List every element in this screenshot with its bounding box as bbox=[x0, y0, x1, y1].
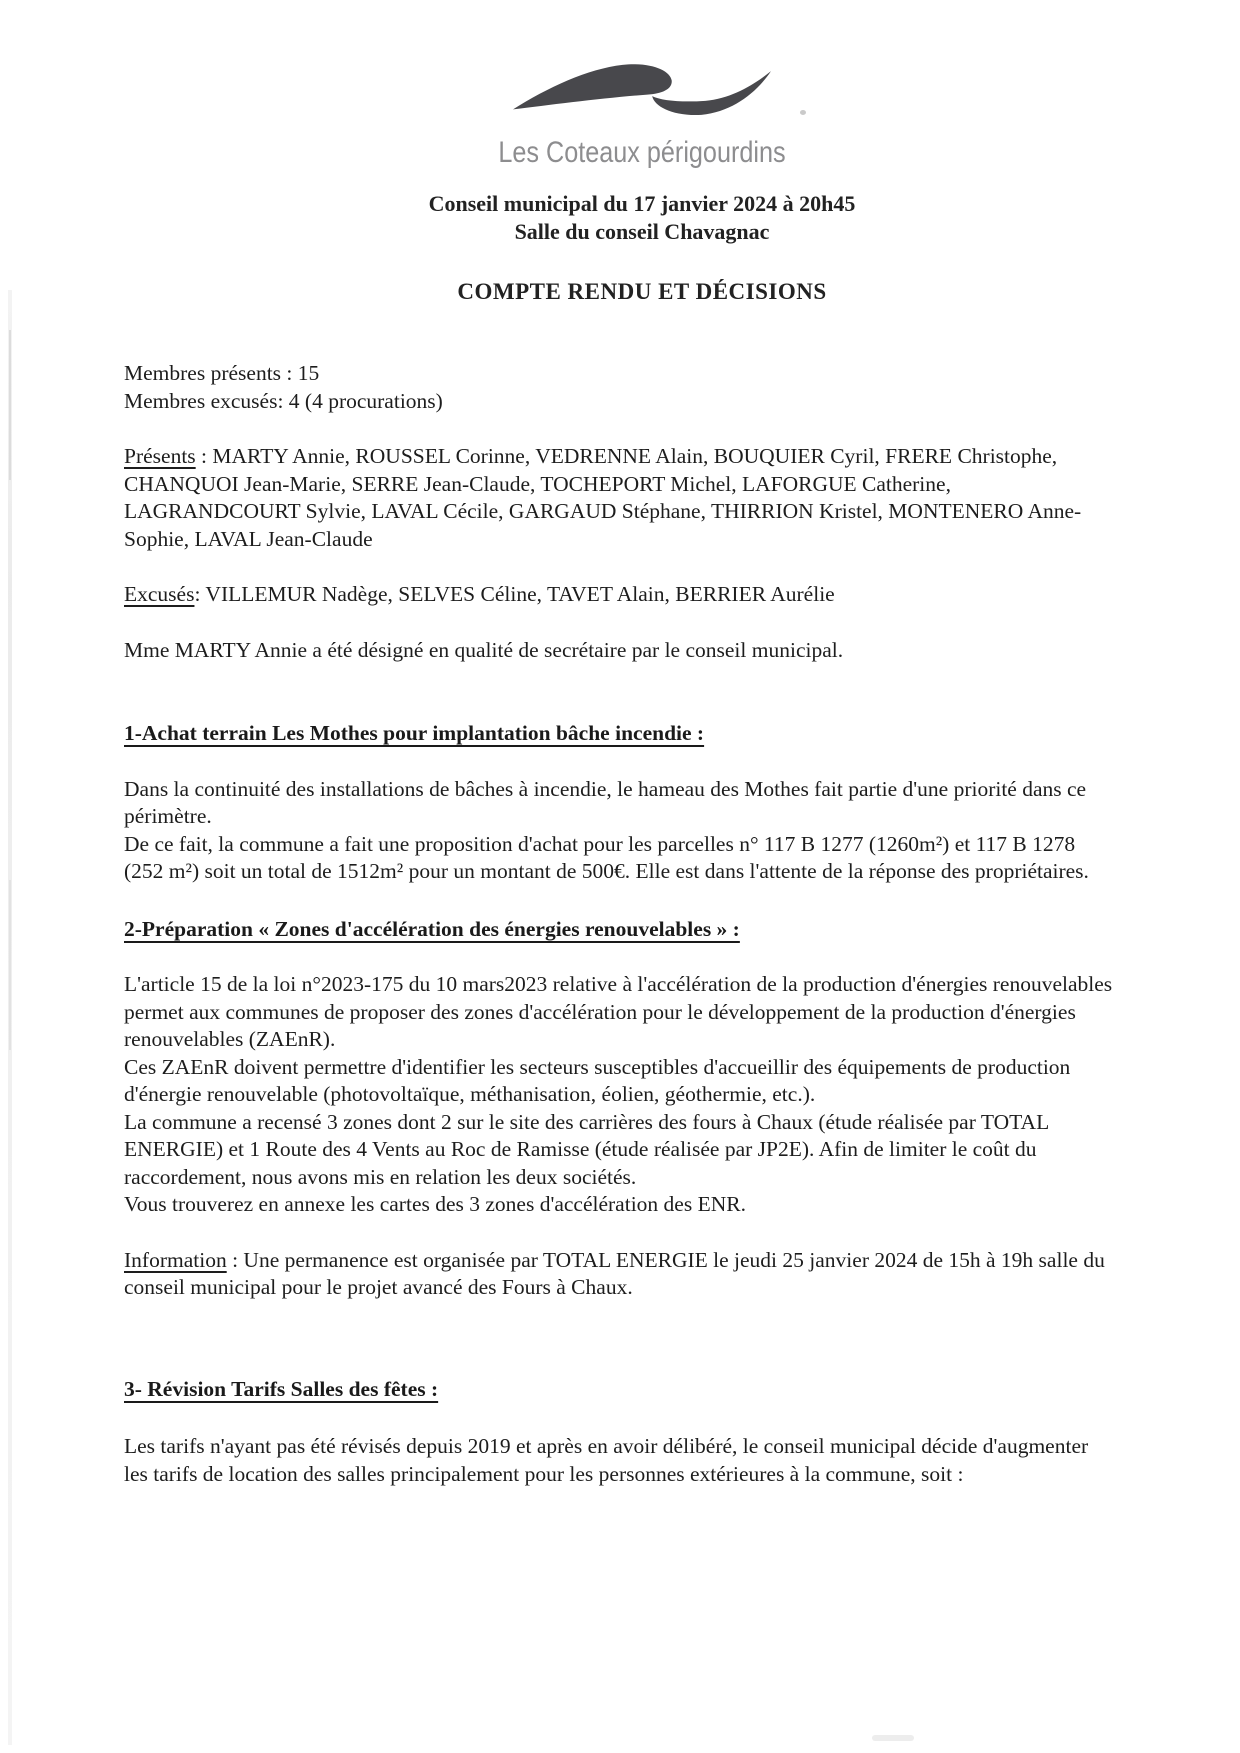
section-3-paragraph: Les tarifs n'ayant pas été révisés depuis 2019 et après en avoir délibéré, le conseil municipal décide d'augmenter les tarifs de location des salles principalement pour les personnes extérieures à la commune, soit : bbox=[124, 1434, 1089, 1486]
excused-names: : VILLEMUR Nadège, SELVES Céline, TAVET Alain, BERRIER Aurélie bbox=[194, 582, 835, 606]
section-2-paragraph: La commune a recensé 3 zones dont 2 sur le site des carrières des fours à Chaux (étude réalisée par TOTAL ENERGIE) et 1 Route des 4 Vents au Roc de Ramisse (étude réalisée par JP2E). Afin de limiter le coût du raccordement, nous avons mis en relation les deux sociétés. bbox=[124, 1109, 1049, 1189]
present-names: : MARTY Annie, ROUSSEL Corinne, VEDRENNE Alain, BOUQUIER Cyril, FRERE Christophe, CHANQUOI Jean-Marie, SERRE Jean-Claude, TOCHEPORT Michel, LAFORGUE Catherine, LAGRANDCOURT Sylvie, LAVAL Cécile, GARGAUD Stéphane, THIRRION Kristel, MONTENERO Anne-Sophie, LAVAL Jean-Claude bbox=[124, 444, 1082, 551]
members-present-count: Membres présents : 15 bbox=[124, 361, 320, 385]
present-label: Présents bbox=[124, 444, 196, 468]
scan-artifact-streak bbox=[9, 880, 11, 1050]
excused-label: Excusés bbox=[124, 582, 195, 606]
secretary-note: Mme MARTY Annie a été désigné en qualité de secrétaire par le conseil municipal. bbox=[124, 637, 844, 662]
section-2-paragraph: Vous trouverez en annexe les cartes des 3 zones d'accélération des ENR. bbox=[124, 1192, 746, 1216]
section-2-paragraph: Ces ZAEnR doivent permettre d'identifier les secteurs susceptibles d'accueillir des équipements de production d'énergie renouvelable (photovoltaïque, méthanisation, éolien, géothermie, etc.). bbox=[124, 1054, 1071, 1106]
logo-text: Les Coteaux périgourdins bbox=[498, 136, 786, 169]
section-2-paragraph: L'article 15 de la loi n°2023-175 du 10 mars2023 relative à l'accélération de la production d'énergies renouvelables permet aux communes de proposer des zones d'accélération pour le développement de la production d'énergies renouvelables (ZAEnR). bbox=[124, 972, 1113, 1051]
double-swoosh-icon bbox=[22, 52, 1240, 134]
information-text: : Une permanence est organisée par TOTAL ENERGIE le jeudi 25 janvier 2024 de 15h à 19h salle du conseil municipal pour le projet avancé des Fours à Chaux. bbox=[124, 1247, 1105, 1299]
section-2-heading: 2-Préparation « Zones d'accélération des énergies renouvelables » : bbox=[124, 916, 740, 941]
commune-logo bbox=[22, 52, 1240, 170]
section-3-heading: 3- Révision Tarifs Salles des fêtes : bbox=[124, 1376, 439, 1401]
information-note bbox=[124, 1247, 1116, 1302]
section-1-paragraph: Dans la continuité des installations de bâches à incendie, le hameau des Mothes fait partie d'une priorité dans ce périmètre. bbox=[124, 776, 1087, 828]
present-members-list bbox=[124, 443, 1116, 553]
section-1-heading: 1-Achat terrain Les Mothes pour implantation bâche incendie : bbox=[124, 721, 705, 745]
meeting-location: Salle du conseil Chavagnac bbox=[514, 219, 770, 244]
document-header bbox=[22, 0, 1240, 305]
scan-artifact-streak bbox=[9, 330, 11, 480]
document-title: COMPTE RENDU ET DÉCISIONS bbox=[457, 279, 827, 304]
document-body bbox=[124, 360, 1116, 1488]
members-excused-count: Membres excusés: 4 (4 procurations) bbox=[124, 388, 443, 413]
information-label: Information bbox=[124, 1247, 227, 1272]
meeting-title: Conseil municipal du 17 janvier 2024 à 20h45 bbox=[428, 191, 856, 216]
meeting-title-block bbox=[22, 190, 1240, 246]
excused-members-list bbox=[124, 581, 1116, 609]
section-1-paragraph: De ce fait, la commune a fait une proposition d'achat pour les parcelles n° 117 B 1277 (1260m²) et 117 B 1278 (252 m²) soit un total de 1512m² pour un montant de 500€. Elle est dans l'attente de la réponse des propriétaires. bbox=[124, 831, 1089, 883]
scan-artifact-smudge bbox=[872, 1735, 914, 1741]
